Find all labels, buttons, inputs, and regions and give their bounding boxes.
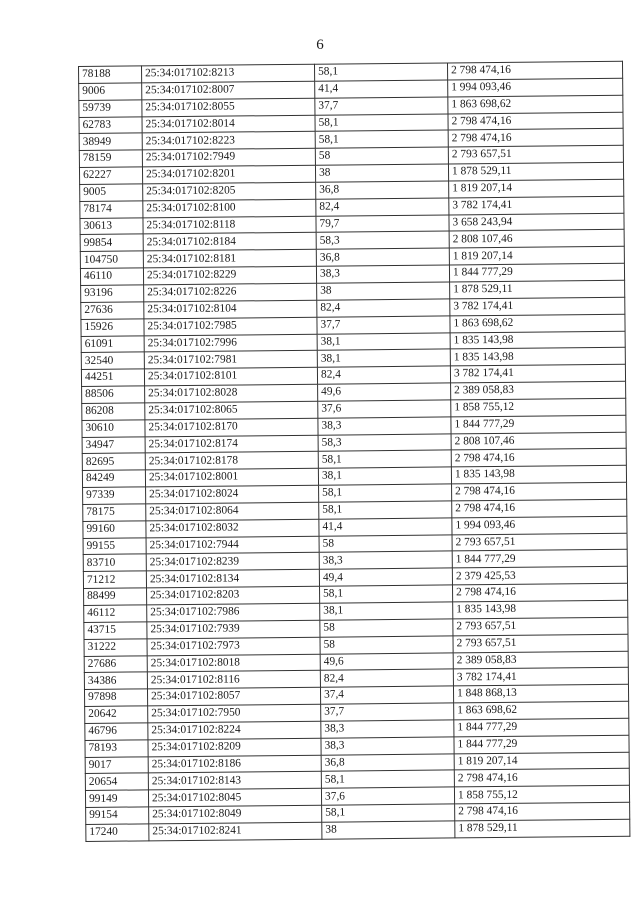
area-cell: 58,1 <box>314 63 447 81</box>
page-number: 6 <box>316 37 324 53</box>
value-cell: 2 793 657,51 <box>453 634 628 653</box>
value-cell: 2 798 474,16 <box>455 802 630 821</box>
area-cell: 38,1 <box>317 349 450 367</box>
cadastral-number-cell: 25:34:017102:8032 <box>146 519 319 538</box>
area-cell: 38 <box>317 282 450 300</box>
cadastral-number-cell: 25:34:017102:8178 <box>145 452 318 471</box>
area-cell: 41,4 <box>315 80 448 98</box>
row-id-cell: 9005 <box>80 184 143 201</box>
cadastral-number-cell: 25:34:017102:8024 <box>146 485 319 504</box>
value-cell: 1 844 777,29 <box>454 735 629 754</box>
row-id-cell: 78159 <box>79 150 142 167</box>
row-id-cell: 27686 <box>84 655 147 672</box>
value-cell: 2 389 058,83 <box>451 381 626 400</box>
cadastral-number-cell: 25:34:017102:7939 <box>147 620 320 639</box>
value-cell: 1 819 207,14 <box>449 179 624 198</box>
area-cell: 37,6 <box>318 400 451 418</box>
value-cell: 2 389 058,83 <box>453 651 628 670</box>
row-id-cell: 97898 <box>84 689 147 706</box>
value-cell: 1 848 868,13 <box>453 684 628 703</box>
row-id-cell: 62227 <box>79 167 142 184</box>
area-cell: 58 <box>319 535 452 553</box>
cadastral-number-cell: 25:34:017102:8205 <box>143 182 316 201</box>
value-cell: 3 782 174,41 <box>450 364 625 383</box>
row-id-cell: 71212 <box>83 571 146 588</box>
area-cell: 58,3 <box>318 433 451 451</box>
row-id-cell: 88506 <box>82 386 145 403</box>
area-cell: 58 <box>320 636 453 654</box>
value-cell: 1 858 755,12 <box>454 786 629 805</box>
cadastral-number-cell: 25:34:017102:8007 <box>142 81 315 100</box>
value-cell: 1 844 777,29 <box>452 550 627 569</box>
value-cell: 1 878 529,11 <box>455 819 630 838</box>
value-cell: 2 798 474,16 <box>451 449 626 468</box>
value-cell: 3 782 174,41 <box>450 297 625 316</box>
cadastral-number-cell: 25:34:017102:8174 <box>145 435 318 454</box>
cadastral-number-cell: 25:34:017102:8118 <box>143 216 316 235</box>
value-cell: 2 798 474,16 <box>453 583 628 602</box>
area-cell: 37,4 <box>320 686 453 704</box>
row-id-cell: 34386 <box>84 672 147 689</box>
area-cell: 58,1 <box>321 770 454 788</box>
row-id-cell: 43715 <box>84 622 147 639</box>
area-cell: 58,1 <box>320 585 453 603</box>
cadastral-number-cell: 25:34:017102:8201 <box>142 165 315 184</box>
row-id-cell: 46112 <box>84 605 147 622</box>
row-id-cell: 32540 <box>81 352 144 369</box>
row-id-cell: 15926 <box>81 319 144 336</box>
area-cell: 38,1 <box>318 467 451 485</box>
row-id-cell: 46796 <box>85 723 148 740</box>
cadastral-number-cell: 25:34:017102:7950 <box>148 704 321 723</box>
area-cell: 37,6 <box>321 787 454 805</box>
row-id-cell: 62783 <box>79 116 142 133</box>
area-cell: 49,6 <box>318 383 451 401</box>
value-cell: 1 994 093,46 <box>448 78 623 97</box>
row-id-cell: 46110 <box>80 268 143 285</box>
value-cell: 1 858 755,12 <box>451 398 626 417</box>
area-cell: 37,7 <box>317 316 450 334</box>
row-id-cell: 30613 <box>80 217 143 234</box>
area-cell: 38,1 <box>320 602 453 620</box>
value-cell: 1 844 777,29 <box>454 718 629 737</box>
cadastral-number-cell: 25:34:017102:7949 <box>142 148 315 167</box>
value-cell: 2 793 657,51 <box>452 533 627 552</box>
area-cell: 38,3 <box>316 265 449 283</box>
cadastral-number-cell: 25:34:017102:8018 <box>147 654 320 673</box>
area-cell: 58,1 <box>315 130 448 148</box>
value-cell: 3 782 174,41 <box>449 196 624 215</box>
value-cell: 2 808 107,46 <box>449 230 624 249</box>
value-cell: 3 658 243,94 <box>449 213 624 232</box>
property-table <box>78 61 630 842</box>
row-id-cell: 20642 <box>85 706 148 723</box>
area-cell: 58,1 <box>318 450 451 468</box>
row-id-cell: 99160 <box>83 521 146 538</box>
cadastral-number-cell: 25:34:017102:8170 <box>145 418 318 437</box>
row-id-cell: 20654 <box>85 773 148 790</box>
row-id-cell: 9017 <box>85 756 148 773</box>
value-cell: 1 819 207,14 <box>449 247 624 266</box>
cadastral-number-cell: 25:34:017102:8001 <box>145 468 318 487</box>
value-cell: 1 878 529,11 <box>450 280 625 299</box>
area-cell: 58,1 <box>322 804 455 822</box>
row-id-cell: 78174 <box>80 201 143 218</box>
area-cell: 49,4 <box>319 568 452 586</box>
row-id-cell: 31222 <box>84 639 147 656</box>
value-cell: 1 835 143,98 <box>451 466 626 485</box>
cadastral-number-cell: 25:34:017102:8203 <box>147 586 320 605</box>
row-id-cell: 99155 <box>83 537 146 554</box>
cadastral-number-cell: 25:34:017102:8241 <box>149 822 322 841</box>
cadastral-number-cell: 25:34:017102:7985 <box>144 317 317 336</box>
cadastral-number-cell: 25:34:017102:7944 <box>146 536 319 555</box>
value-cell: 1 819 207,14 <box>454 752 629 771</box>
area-cell: 38,3 <box>318 417 451 435</box>
area-cell: 38,1 <box>317 332 450 350</box>
row-id-cell: 34947 <box>82 436 145 453</box>
row-id-cell: 88499 <box>84 588 147 605</box>
area-cell: 58,3 <box>316 231 449 249</box>
area-cell: 37,7 <box>321 703 454 721</box>
value-cell: 1 835 143,98 <box>453 600 628 619</box>
row-id-cell: 17240 <box>86 824 149 841</box>
value-cell: 2 798 474,16 <box>448 112 623 131</box>
area-cell: 82,4 <box>316 198 449 216</box>
area-cell: 38,3 <box>321 737 454 755</box>
area-cell: 38,3 <box>321 720 454 738</box>
area-cell: 58,1 <box>319 501 452 519</box>
row-id-cell: 83710 <box>83 554 146 571</box>
area-cell: 37,7 <box>315 97 448 115</box>
value-cell: 2 798 474,16 <box>447 61 622 80</box>
cadastral-number-cell: 25:34:017102:8014 <box>142 115 315 134</box>
value-cell: 2 798 474,16 <box>452 482 627 501</box>
value-cell: 2 793 657,51 <box>448 145 623 164</box>
row-id-cell: 93196 <box>81 285 144 302</box>
area-cell: 36,8 <box>321 754 454 772</box>
value-cell: 1 835 143,98 <box>450 348 625 367</box>
row-id-cell: 82695 <box>82 453 145 470</box>
value-cell: 1 863 698,62 <box>454 701 629 720</box>
row-id-cell: 99854 <box>80 234 143 251</box>
cadastral-number-cell: 25:34:017102:8100 <box>143 199 316 218</box>
row-id-cell: 84249 <box>82 470 145 487</box>
value-cell: 2 798 474,16 <box>454 769 629 788</box>
row-id-cell: 78193 <box>85 740 148 757</box>
cadastral-number-cell: 25:34:017102:8239 <box>146 553 319 572</box>
row-id-cell: 30610 <box>82 420 145 437</box>
table-body <box>79 61 630 841</box>
cadastral-number-cell: 25:34:017102:8184 <box>143 233 316 252</box>
cadastral-number-cell: 25:34:017102:8028 <box>145 384 318 403</box>
area-cell: 79,7 <box>316 215 449 233</box>
area-cell: 82,4 <box>317 299 450 317</box>
cadastral-number-cell: 25:34:017102:8057 <box>147 687 320 706</box>
cadastral-number-cell: 25:34:017102:8116 <box>147 671 320 690</box>
cadastral-number-cell: 25:34:017102:8226 <box>144 283 317 302</box>
cadastral-number-cell: 25:34:017102:8186 <box>148 755 321 774</box>
row-id-cell: 27636 <box>81 302 144 319</box>
area-cell: 82,4 <box>317 366 450 384</box>
cadastral-number-cell: 25:34:017102:8143 <box>148 772 321 791</box>
value-cell: 1 863 698,62 <box>448 95 623 114</box>
cadastral-number-cell: 25:34:017102:8055 <box>142 98 315 117</box>
value-cell: 1 844 777,29 <box>449 263 624 282</box>
cadastral-number-cell: 25:34:017102:8223 <box>142 132 315 151</box>
area-cell: 38 <box>315 164 448 182</box>
area-cell: 38 <box>322 821 455 839</box>
row-id-cell: 99154 <box>86 807 149 824</box>
row-id-cell: 9006 <box>79 83 142 100</box>
area-cell: 36,8 <box>316 181 449 199</box>
cadastral-number-cell: 25:34:017102:7973 <box>147 637 320 656</box>
cadastral-number-cell: 25:34:017102:8104 <box>144 300 317 319</box>
cadastral-number-cell: 25:34:017102:7981 <box>144 351 317 370</box>
row-id-cell: 104750 <box>80 251 143 268</box>
value-cell: 2 379 425,53 <box>452 567 627 586</box>
cadastral-number-cell: 25:34:017102:8224 <box>148 721 321 740</box>
value-cell: 1 863 698,62 <box>450 314 625 333</box>
value-cell: 1 994 093,46 <box>452 516 627 535</box>
value-cell: 2 798 474,16 <box>452 499 627 518</box>
cadastral-number-cell: 25:34:017102:7986 <box>147 603 320 622</box>
area-cell: 49,6 <box>320 652 453 670</box>
row-id-cell: 78175 <box>83 504 146 521</box>
row-id-cell: 38949 <box>79 133 142 150</box>
row-id-cell: 78188 <box>79 66 142 83</box>
cadastral-number-cell: 25:34:017102:8209 <box>148 738 321 757</box>
area-cell: 38,3 <box>319 551 452 569</box>
area-cell: 58,1 <box>315 113 448 131</box>
area-cell: 82,4 <box>320 669 453 687</box>
cadastral-number-cell: 25:34:017102:8229 <box>143 266 316 285</box>
area-cell: 58 <box>315 147 448 165</box>
area-cell: 41,4 <box>319 518 452 536</box>
cadastral-number-cell: 25:34:017102:8049 <box>149 805 322 824</box>
value-cell: 1 844 777,29 <box>451 415 626 434</box>
area-cell: 36,8 <box>316 248 449 266</box>
row-id-cell: 86208 <box>82 403 145 420</box>
value-cell: 1 835 143,98 <box>450 331 625 350</box>
cadastral-number-cell: 25:34:017102:8134 <box>146 570 319 589</box>
value-cell: 2 793 657,51 <box>453 617 628 636</box>
document-table-wrapper <box>78 61 630 842</box>
cadastral-number-cell: 25:34:017102:8181 <box>143 250 316 269</box>
cadastral-number-cell: 25:34:017102:8065 <box>145 401 318 420</box>
cadastral-number-cell: 25:34:017102:7996 <box>144 334 317 353</box>
value-cell: 3 782 174,41 <box>453 668 628 687</box>
cadastral-number-cell: 25:34:017102:8064 <box>146 502 319 521</box>
row-id-cell: 99149 <box>85 790 148 807</box>
row-id-cell: 59739 <box>79 100 142 117</box>
cadastral-number-cell: 25:34:017102:8101 <box>144 367 317 386</box>
value-cell: 2 808 107,46 <box>451 432 626 451</box>
value-cell: 1 878 529,11 <box>448 162 623 181</box>
row-id-cell: 44251 <box>81 369 144 386</box>
area-cell: 58,1 <box>319 484 452 502</box>
value-cell: 2 798 474,16 <box>448 129 623 148</box>
cadastral-number-cell: 25:34:017102:8045 <box>148 788 321 807</box>
row-id-cell: 97339 <box>83 487 146 504</box>
cadastral-number-cell: 25:34:017102:8213 <box>142 64 315 83</box>
area-cell: 58 <box>320 619 453 637</box>
row-id-cell: 61091 <box>81 335 144 352</box>
